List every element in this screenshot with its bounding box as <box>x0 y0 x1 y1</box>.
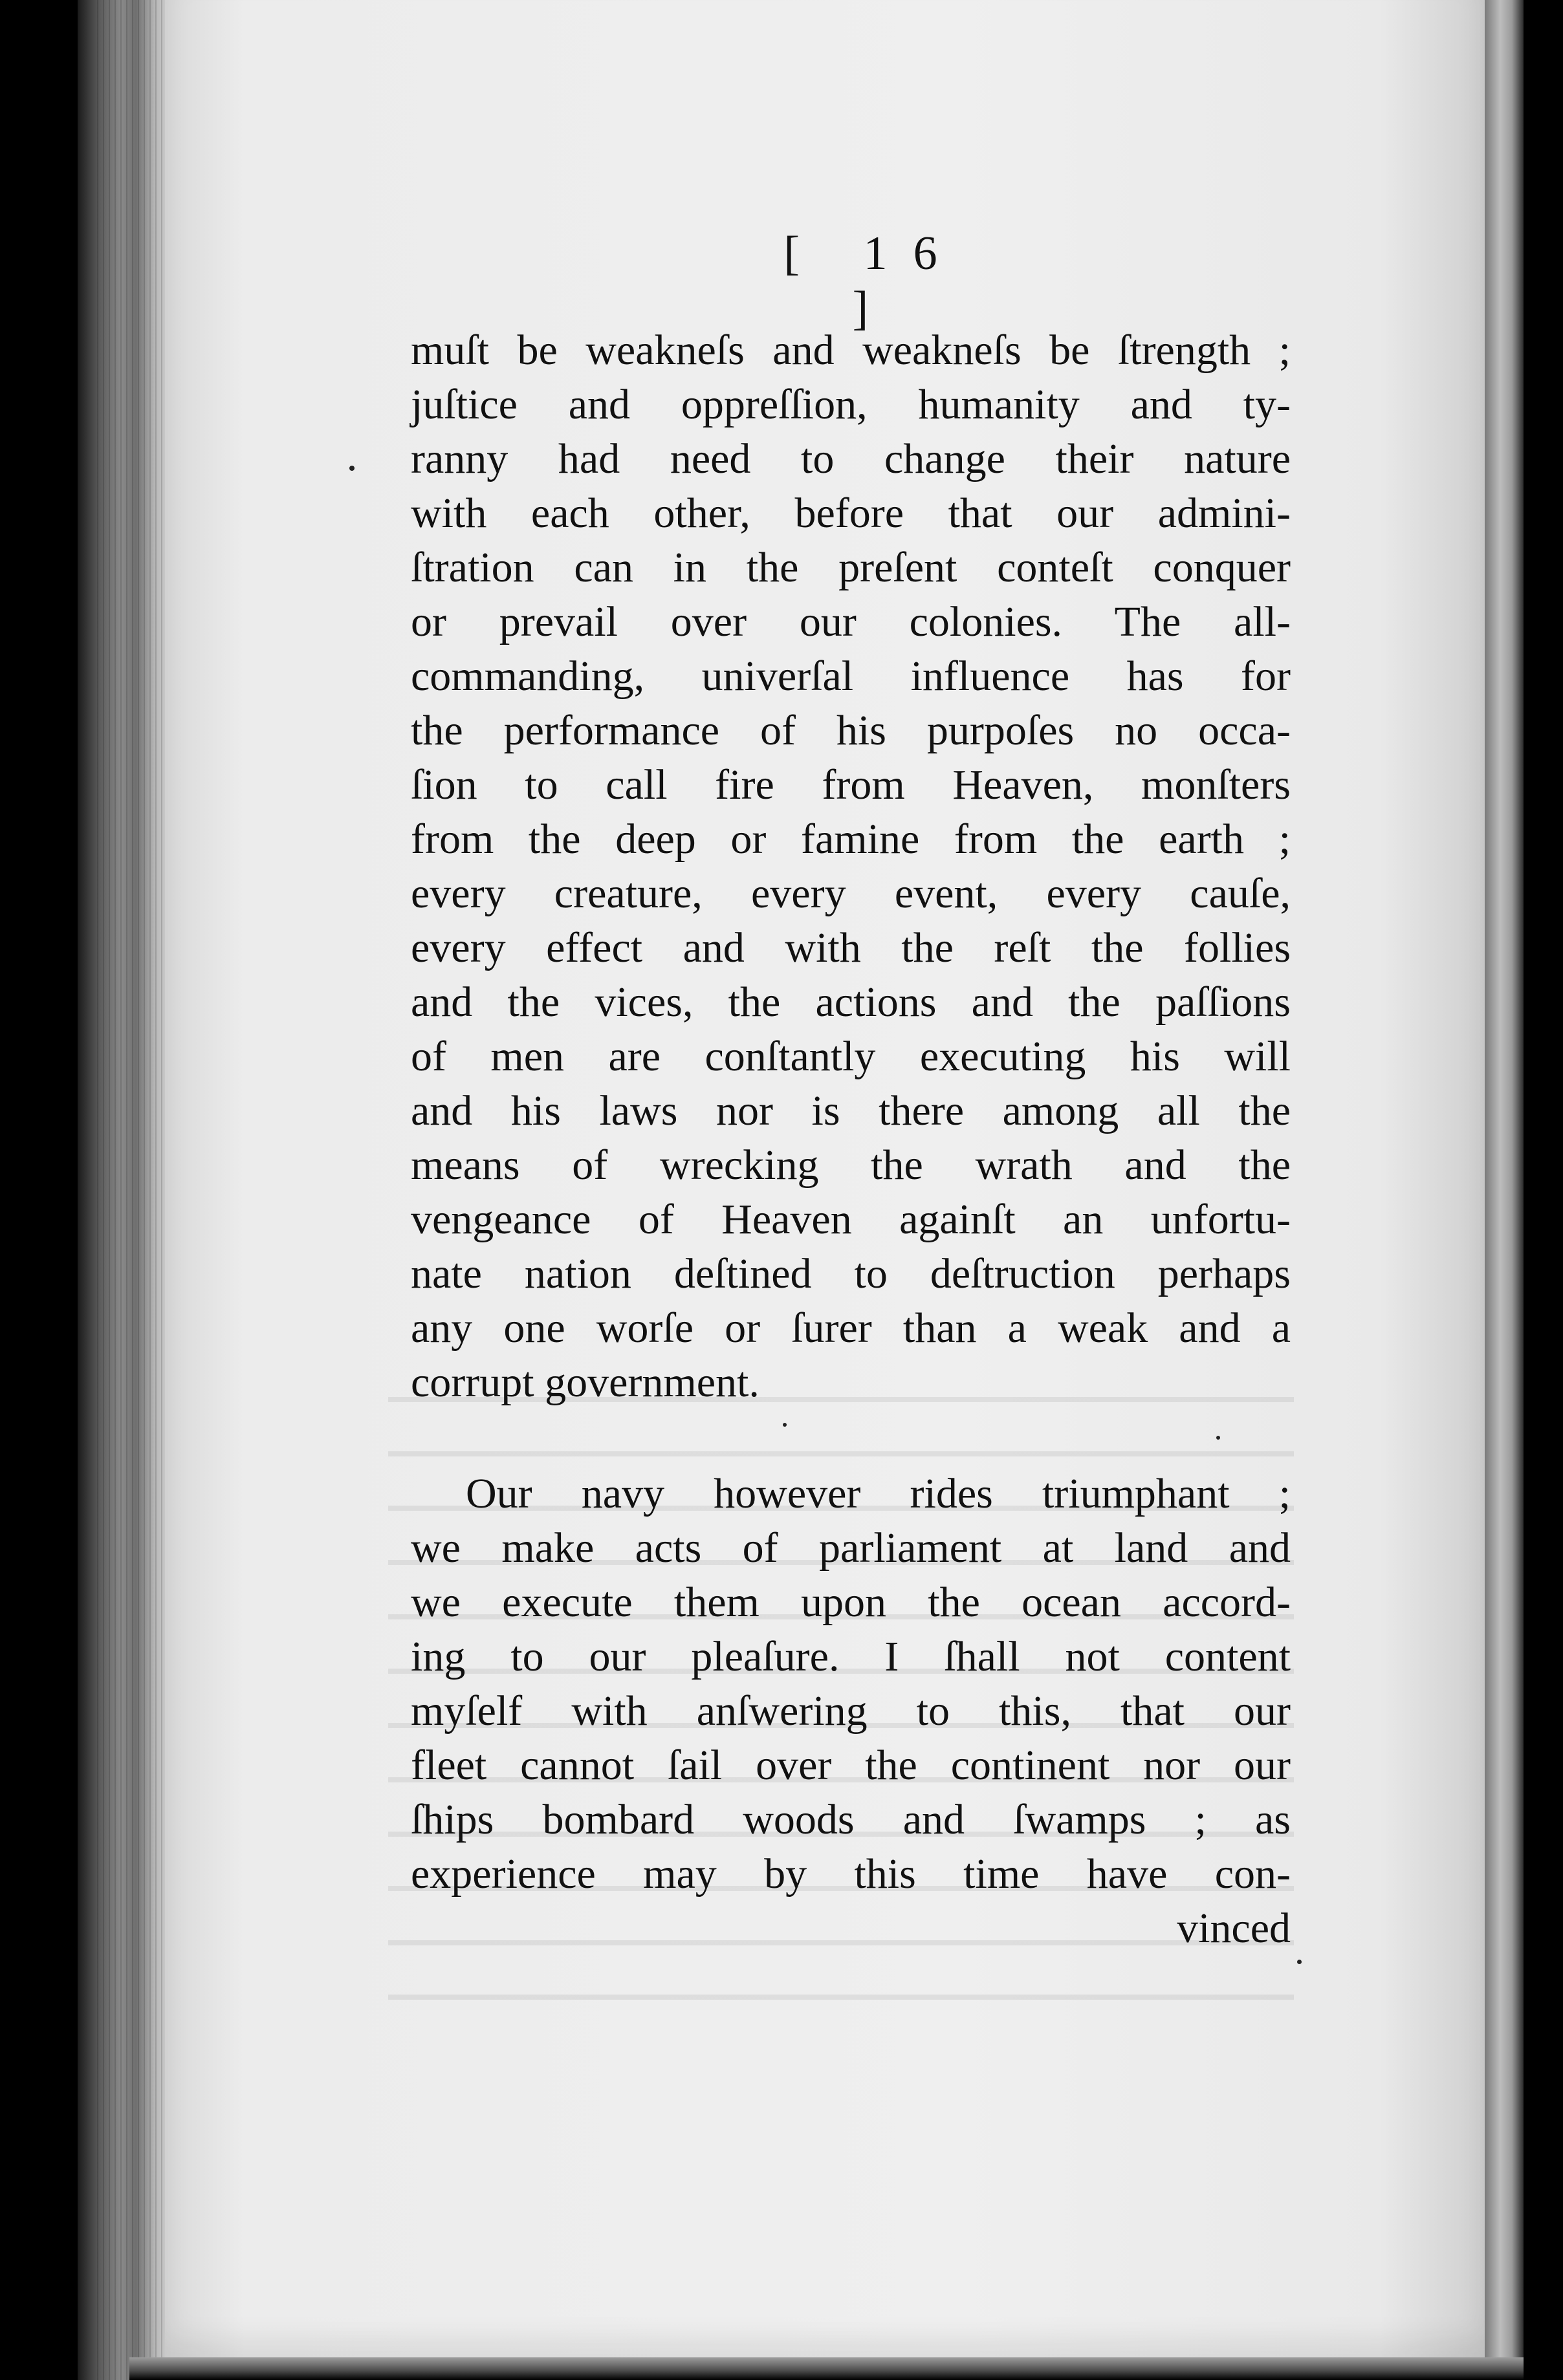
text-line: juſtice and oppreſſion, humanity and ty- <box>411 381 1291 428</box>
text-line: ing to our pleaſure. I ſhall not content <box>411 1633 1291 1680</box>
ink-speck <box>783 1423 787 1427</box>
paragraph-gap <box>411 1410 1291 1467</box>
right-page-edge <box>1485 0 1524 2380</box>
text-line: experience may by this time have con- <box>411 1850 1291 1898</box>
text-line: we execute them upon the ocean accord- <box>411 1579 1291 1626</box>
text-line: fleet cannot ſail over the continent nor our <box>411 1742 1291 1789</box>
text-line: vengeance of Heaven againſt an unfortu- <box>411 1196 1291 1243</box>
text-line: and the vices, the actions and the paſſions <box>411 979 1291 1026</box>
text-line: ſtration can in the preſent conteſt conquer <box>411 544 1291 591</box>
text-line: myſelf with anſwering to this, that our <box>411 1687 1291 1735</box>
text-line: from the deep or famine from the earth ; <box>411 816 1291 863</box>
text-line: of men are conſtantly executing his will <box>411 1033 1291 1080</box>
ink-speck <box>349 466 355 471</box>
text-line: or prevail over our colonies. The all- <box>411 598 1291 645</box>
body-text <box>411 323 1291 1956</box>
text-line: means of wrecking the wrath and the <box>411 1141 1291 1189</box>
text-line: nate nation deſtined to deſtruction perhaps <box>411 1250 1291 1297</box>
text-line: muſt be weakneſs and weakneſs be ſtrength ; <box>411 327 1291 374</box>
text-line: every effect and with the reſt the follies <box>411 924 1291 971</box>
catchword: vinced <box>1177 1905 1291 1952</box>
page-edges <box>97 0 168 2380</box>
paragraph <box>411 1467 1291 1901</box>
text-line: and his laws nor is there among all the <box>411 1087 1291 1134</box>
text-line: every creature, every event, every cauſe, <box>411 870 1291 917</box>
text-line: any one worſe or ſurer than a weak and a <box>411 1304 1291 1352</box>
text-line: corrupt government. <box>411 1359 760 1406</box>
text-line: the performance of his purpoſes no occa- <box>411 707 1291 754</box>
page-number-header: [ 16 ] <box>783 227 963 335</box>
text-line: with each other, before that our admini- <box>411 490 1291 537</box>
paragraph <box>411 323 1291 1410</box>
bottom-page-edge <box>129 2357 1524 2380</box>
ink-speck <box>1297 1960 1302 1964</box>
ink-speck <box>1216 1436 1220 1440</box>
text-line: ranny had need to change their nature <box>411 435 1291 482</box>
text-line: ſhips bombard woods and ſwamps ; as <box>411 1796 1291 1843</box>
text-line: Our navy however rides triumphant ; <box>466 1470 1291 1517</box>
text-line: commanding, univerſal influence has for <box>411 653 1291 700</box>
text-line: we make acts of parliament at land and <box>411 1524 1291 1572</box>
text-line: ſion to call fire from Heaven, monſters <box>411 761 1291 808</box>
